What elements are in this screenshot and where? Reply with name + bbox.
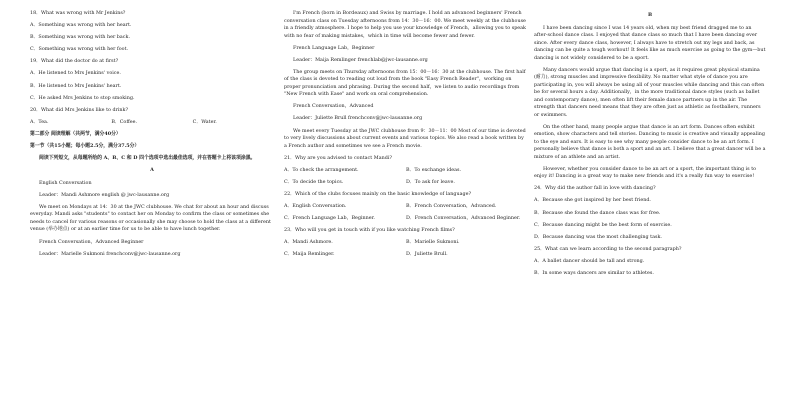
question-18: 18．What was wrong with Mr Jenkins? <box>30 10 126 16</box>
option-20a: A．Tea. <box>30 118 49 125</box>
option-21a: A．To check the arrangement. <box>284 166 359 173</box>
option-21c: C．To decide the topics. <box>284 178 344 185</box>
question-24: 24．Why did the author fall in love with dancing? <box>534 185 656 192</box>
passage-a-intro: I'm French (born in Bordeaux) and Swiss by marriage. I hold an advanced beginners' French conversation class on Tuesday afternoons from 14：30－16：00. We meet weekly at the clubhouse in a friendly atmosphere. I hope to help you use your knowledge of French，allowing you to speak with no fear of making mistakes，which in time will become fewer and fewer. <box>284 10 526 39</box>
option-21b: B．To exchange ideas. <box>406 166 462 173</box>
question-25: 25．What can we learn according to the second paragraph? <box>534 245 682 252</box>
options-21-row1 <box>284 167 528 175</box>
column-left <box>30 10 274 263</box>
passage-b-paragraph-3: On the other hand, many people argue that dance is an art form. Dances often exhibit emotion, show characters and tell stories. Dancing to music is creative and visually appealing to the eye and ears. It is easy to see why many people consider dance to be an art form. I personally believe that dance is both a sport and an art. I believe that a great dancer will be a mixture of an athlete and an artist. <box>534 123 766 160</box>
part-heading: 第二部分 阅读理解（共两节，满分40分） <box>30 130 121 137</box>
option-24d: D．Because dancing was the most challenging task. <box>534 233 662 240</box>
leader-marielle: Leader：Marielle Sukmoni frenchconv@jwc-lausanne.org <box>39 250 181 257</box>
instructions: 阅读下列短文，从每题所给的 A、B、C 和 D 四个选项中选出最佳选项，并在答题卡上将该项涂黑。 <box>39 155 256 162</box>
option-19a: A．He listened to Mrs Jenkins' voice. <box>30 70 121 77</box>
options-23-row1 <box>284 239 528 247</box>
column-middle <box>284 10 528 264</box>
passage-b-paragraph-4: However, whether you consider dance to be an art or a sport, the important thing is to enjoy it! Dancing is a great way to make new friends and it's a really fun way to exercise! <box>534 165 757 180</box>
option-24a: A．Because she got inspired by her best friend. <box>534 197 651 204</box>
club-title-french-adv-beginner: French Conversation，Advanced Beginner <box>39 238 144 245</box>
option-24b: B．Because she found the dance class was for free. <box>534 209 661 216</box>
club-title-french-adv: French Conversation，Advanced <box>293 103 374 110</box>
option-23d: D．Juliette Brull. <box>406 251 448 258</box>
option-19c: C．He asked Mrs Jenkins to stop smoking. <box>30 94 135 101</box>
club-title-english: English Conversation <box>39 179 92 186</box>
question-19: 19．What did the doctor do at first? <box>30 58 119 65</box>
options-23-row2 <box>284 251 528 259</box>
leader-juliette: Leader：Juliette Brull frenchconv@jwc-lausanne.org <box>293 115 423 122</box>
question-21: 21．Why are you advised to contact Mandi? <box>284 154 392 161</box>
options-20 <box>30 119 274 127</box>
club-title-french-lab: French Language Lab，Beginner <box>293 44 375 51</box>
column-right <box>534 10 766 282</box>
passage-a-paragraph-2: The group meets on Thursday afternoons from 15：00－16：30 at the clubhouse. The first half of the class is devoted to reading out loud from the book "Easy French Reader"，working on proper pronunciation and phrasing. During the second half，we listen to audio recordings from "New French with Ease" and work on oral comprehension. <box>284 68 526 98</box>
options-22-row2 <box>284 215 528 223</box>
passage-a-paragraph-1: We meet on Mondays at 14：30 at the JWC clubhouse. We chat for about an hour and discuss everyday. Mandi asks "students" to contact her on Monday to confirm the class or sometimes she needs to cancel for various reasons or occasionally she may choose to hold the class at a different venue (举办地点) or at an earlier time for us to be able to have lunch together. <box>30 203 271 233</box>
passage-letter-a: A <box>150 167 154 174</box>
option-22a: A．English Conversation. <box>284 203 347 210</box>
option-25a: A．A ballet dancer should be tall and strong. <box>534 257 645 264</box>
option-23b: B．Marielle Sukmoni. <box>406 239 460 246</box>
section-heading: 第一节（共15小题；每小题2.5分，满分37.5分） <box>30 143 140 150</box>
passage-letter-b: B <box>647 12 653 18</box>
option-18b: B．Something was wrong with her back. <box>30 34 130 41</box>
leader-mandi: Leader：Mandi Ashmore english @ jwc-lausanne.org <box>39 191 170 198</box>
option-22d: D．French Conversation，Advanced Beginner. <box>406 215 521 222</box>
leader-maija: Leader：Maija Remlinger frenchlab@jwc-lausanne.org <box>293 56 428 63</box>
option-22b: B．French Conversation，Advanced. <box>406 203 497 210</box>
option-25b: B．In some ways dancers are similar to athletes. <box>534 270 654 277</box>
option-18a: A．Something was wrong with her heart. <box>30 22 132 29</box>
passage-b-paragraph-2: Many dancers would argue that dancing is a sport, as it requires great physical stamina (耐力), strong muscles and impressive flexibility. No matter what style of dance you are participating in, you will always be using all of your muscles while dancing and this can often be for several hours a day. Additionally，in the more traditional dance styles (such as ballet and contemporary dance), men often lift their female dance partners up in the air. The strength that dancers need means that they are often just as athletic as footballers, runners or swimmers. <box>534 66 765 118</box>
option-19b: B．He listened to Mrs Jenkins' heart. <box>30 82 122 89</box>
option-21d: D．To ask for leave. <box>406 178 455 185</box>
options-21-row2 <box>284 179 528 187</box>
option-23a: A．Mandi Ashmore. <box>284 239 333 246</box>
option-18c: C．Something was wrong with her foot. <box>30 46 129 53</box>
option-22c: C．French Language Lab，Beginner. <box>284 215 375 222</box>
question-20: 20．What did Mrs Jenkins like to drink? <box>30 106 129 113</box>
option-23c: C．Maija Remlinger. <box>284 251 335 258</box>
question-23: 23．Who will you get in touch with if you like watching French films? <box>284 227 455 234</box>
option-20c: C．Water. <box>192 118 217 125</box>
question-22: 22．Which of the clubs focuses mainly on the basic knowledge of language? <box>284 190 472 197</box>
options-22-row1 <box>284 203 528 211</box>
option-24c: C．Because dancing might be the best form of exercise. <box>534 221 672 228</box>
passage-b-paragraph-1: I have been dancing since I was 14 years old, when my best friend dragged me to an after-school dance class. I enjoyed that dance class so much that I have been dancing ever since. After every dance class, however, I always have to stretch out my legs and back, as dancing can be quite a tough workout! It feels like as much exercise as going to the gym—but dancing is not widely considered to be a sport. <box>534 24 766 61</box>
passage-a-paragraph-3: We meet every Tuesday at the JWC clubhouse from 9：30－11：00 Most of our time is devoted to very lively discussions about current events and various topics. We also read a book written by a French author and sometimes we see a French movie. <box>284 127 526 149</box>
option-20b: B．Coffee. <box>111 118 138 125</box>
